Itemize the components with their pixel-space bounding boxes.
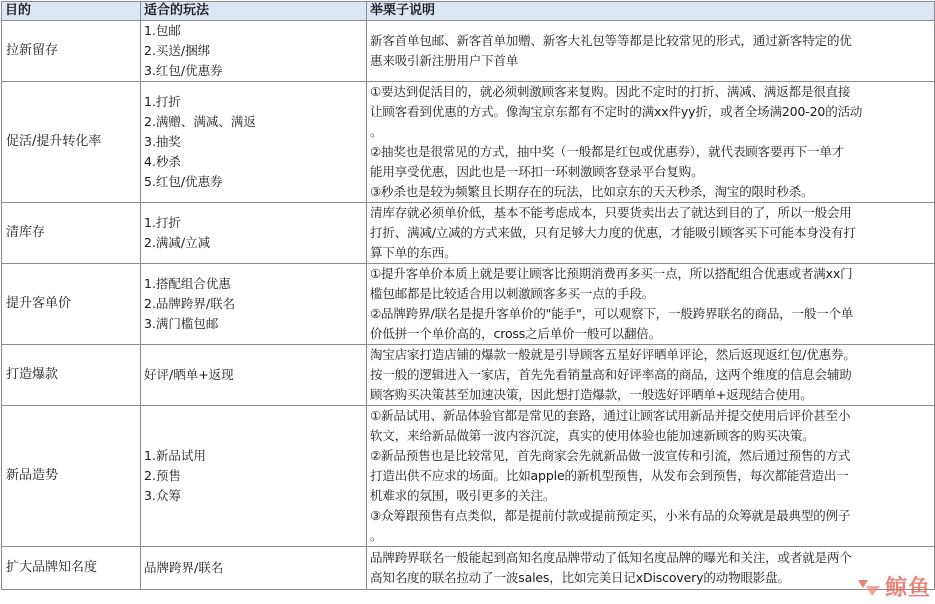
goal-cell: 打造爆款 xyxy=(2,345,141,406)
method-item: 3.红包/优惠券 xyxy=(144,63,223,78)
method-item: 3.满门槛包邮 xyxy=(144,316,219,331)
table-row xyxy=(2,21,935,82)
example-line: 。 xyxy=(370,528,383,543)
method-item: 3.抽奖 xyxy=(144,134,181,149)
methods-cell xyxy=(141,203,367,264)
table-row xyxy=(2,203,935,264)
example-line: 打造出供不应求的场面。比如apple的新机型预售，从发布会到预售，每次都能营造出一 xyxy=(370,468,849,483)
example-line: 槛包邮都是比较适合用以刺激顾客多买一点的手段。 xyxy=(370,286,655,301)
example-line: 高知名度的联名拉动了一波sales，比如完美日记xDiscovery的动物眼影盘。 xyxy=(370,570,790,585)
example-line: ②品牌跨界/联名是提升客单价的"能手"，可以观察下，一般跨界联名的商品，一般一个单 xyxy=(370,306,854,321)
example-line: 新客首单包邮、新客首单加赠、新客大礼包等等都是比较常见的形式，通过新客特定的优 xyxy=(370,33,852,48)
methods-cell xyxy=(141,345,367,406)
example-cell xyxy=(367,547,935,590)
example-cell xyxy=(367,406,935,547)
example-line: ③众筹跟预售有点类似，都是提前付款或提前预定买，小米有品的众筹就是最典型的例子 xyxy=(370,508,851,523)
example-line: 。 xyxy=(370,124,383,139)
method-item: 2.买送/捆绑 xyxy=(144,43,211,58)
example-line: 打折、满减/立减的方式来做，只有足够大力度的优惠，才能吸引顾客买下可能本身没有打 xyxy=(370,225,856,240)
table-row xyxy=(2,547,935,590)
example-line: ①新品试用、新品体验官都是常见的套路，通过让顾客试用新品并提交使用后评价甚至小 xyxy=(370,408,851,423)
method-item: 1.搭配组合优惠 xyxy=(144,276,231,291)
example-line: 能用享受优惠，因此也是一环扣一环刺激顾客登录平台复购。 xyxy=(370,164,704,179)
methods-cell xyxy=(141,406,367,547)
table-row xyxy=(2,345,935,406)
goal-cell: 扩大品牌知名度 xyxy=(2,547,141,590)
method-item: 1.新品试用 xyxy=(144,448,206,463)
example-line: 算下单的东西。 xyxy=(370,245,457,260)
example-line: ③秒杀也是较为频繁且长期存在的玩法，比如京东的天天秒杀，淘宝的限时秒杀。 xyxy=(370,184,814,199)
method-item: 4.秒杀 xyxy=(144,154,181,169)
example-cell xyxy=(367,21,935,82)
example-cell xyxy=(367,264,935,345)
header-methods: 适合的玩法 xyxy=(141,2,367,21)
header-goal: 目的 xyxy=(2,2,141,21)
watermark xyxy=(856,571,931,602)
table-row xyxy=(2,406,935,547)
method-item: 好评/晒单+返现 xyxy=(144,367,234,382)
example-line: 淘宝店家打造店铺的爆款一般就是引导顾客五星好评晒单评论，然后返现返红包/优惠券。 xyxy=(370,347,856,362)
method-item: 2.满减/立减 xyxy=(144,235,211,250)
methods-cell xyxy=(141,21,367,82)
header-row xyxy=(2,2,935,21)
method-item: 1.打折 xyxy=(144,94,181,109)
table-row xyxy=(2,264,935,345)
goal-cell: 提升客单价 xyxy=(2,264,141,345)
example-cell xyxy=(367,345,935,406)
method-item: 2.预售 xyxy=(144,468,181,483)
table-row xyxy=(2,82,935,203)
example-cell xyxy=(367,82,935,203)
goal-cell: 促活/提升转化率 xyxy=(2,82,141,203)
header-examples: 举栗子说明 xyxy=(367,2,935,21)
example-line: 机难求的氛围，吸引更多的关注。 xyxy=(370,488,556,503)
example-line: 品牌跨界联名一般能起到高知名度品牌带动了低知名度品牌的曝光和关注，或者就是两个 xyxy=(370,550,852,565)
example-line: ①提升客单价本质上就是要让顾客比预期消费再多买一点，所以搭配组合优惠或者满xx门 xyxy=(370,266,853,281)
methods-cell xyxy=(141,547,367,590)
goal-cell: 新品造势 xyxy=(2,406,141,547)
example-line: 惠来吸引新注册用户下首单 xyxy=(370,53,519,68)
method-item: 3.众筹 xyxy=(144,488,181,503)
method-item: 1.包邮 xyxy=(144,23,181,38)
promotion-table xyxy=(1,1,935,590)
watermark-logo-icon xyxy=(856,576,882,598)
method-item: 品牌跨界/联名 xyxy=(144,560,224,575)
methods-cell xyxy=(141,264,367,345)
example-line: ②抽奖也是很常见的方式，抽中奖（一般都是红包或优惠券），就代表顾客要再下一单才 xyxy=(370,144,845,159)
method-item: 2.品牌跨界/联名 xyxy=(144,296,236,311)
example-line: 价低拼一个单价高的，cross之后单价一般可以翻倍。 xyxy=(370,326,662,341)
example-line: ①要达到促活目的，就必须刺激顾客来复购。因此不定时的打折、满减、满返都是很直接 xyxy=(370,84,851,99)
example-line: 让顾客看到优惠的方式。像淘宝京东都有不定时的满xx件yy折，或者全场满200-20的活动 xyxy=(370,104,863,119)
example-line: 清库存就必须单价低，基本不能考虑成本，只要货卖出去了就达到目的了，所以一般会用 xyxy=(370,205,852,220)
methods-cell xyxy=(141,82,367,203)
method-item: 1.打折 xyxy=(144,215,181,230)
method-item: 5.红包/优惠券 xyxy=(144,174,223,189)
method-item: 2.满赠、满减、满返 xyxy=(144,114,256,129)
example-cell xyxy=(367,203,935,264)
goal-cell: 拉新留存 xyxy=(2,21,141,82)
example-line: ②新品预售也是比较常见，首先商家会先就新品做一波宣传和引流，然后通过预售的方式 xyxy=(370,448,851,463)
example-line: 软文，来给新品做第一波内容沉淀，真实的使用体验也能加速新顾客的购买决策。 xyxy=(370,428,815,443)
watermark-text: 鲸鱼 xyxy=(884,576,931,601)
example-line: 顾客购买决策甚至加速决策，因此想打造爆款，一般选好评晒单+返现结合使用。 xyxy=(370,387,813,402)
example-line: 按一般的逻辑进入一家店，首先先看销量高和好评率高的商品，这两个维度的信息会辅助 xyxy=(370,367,852,382)
goal-cell: 清库存 xyxy=(2,203,141,264)
